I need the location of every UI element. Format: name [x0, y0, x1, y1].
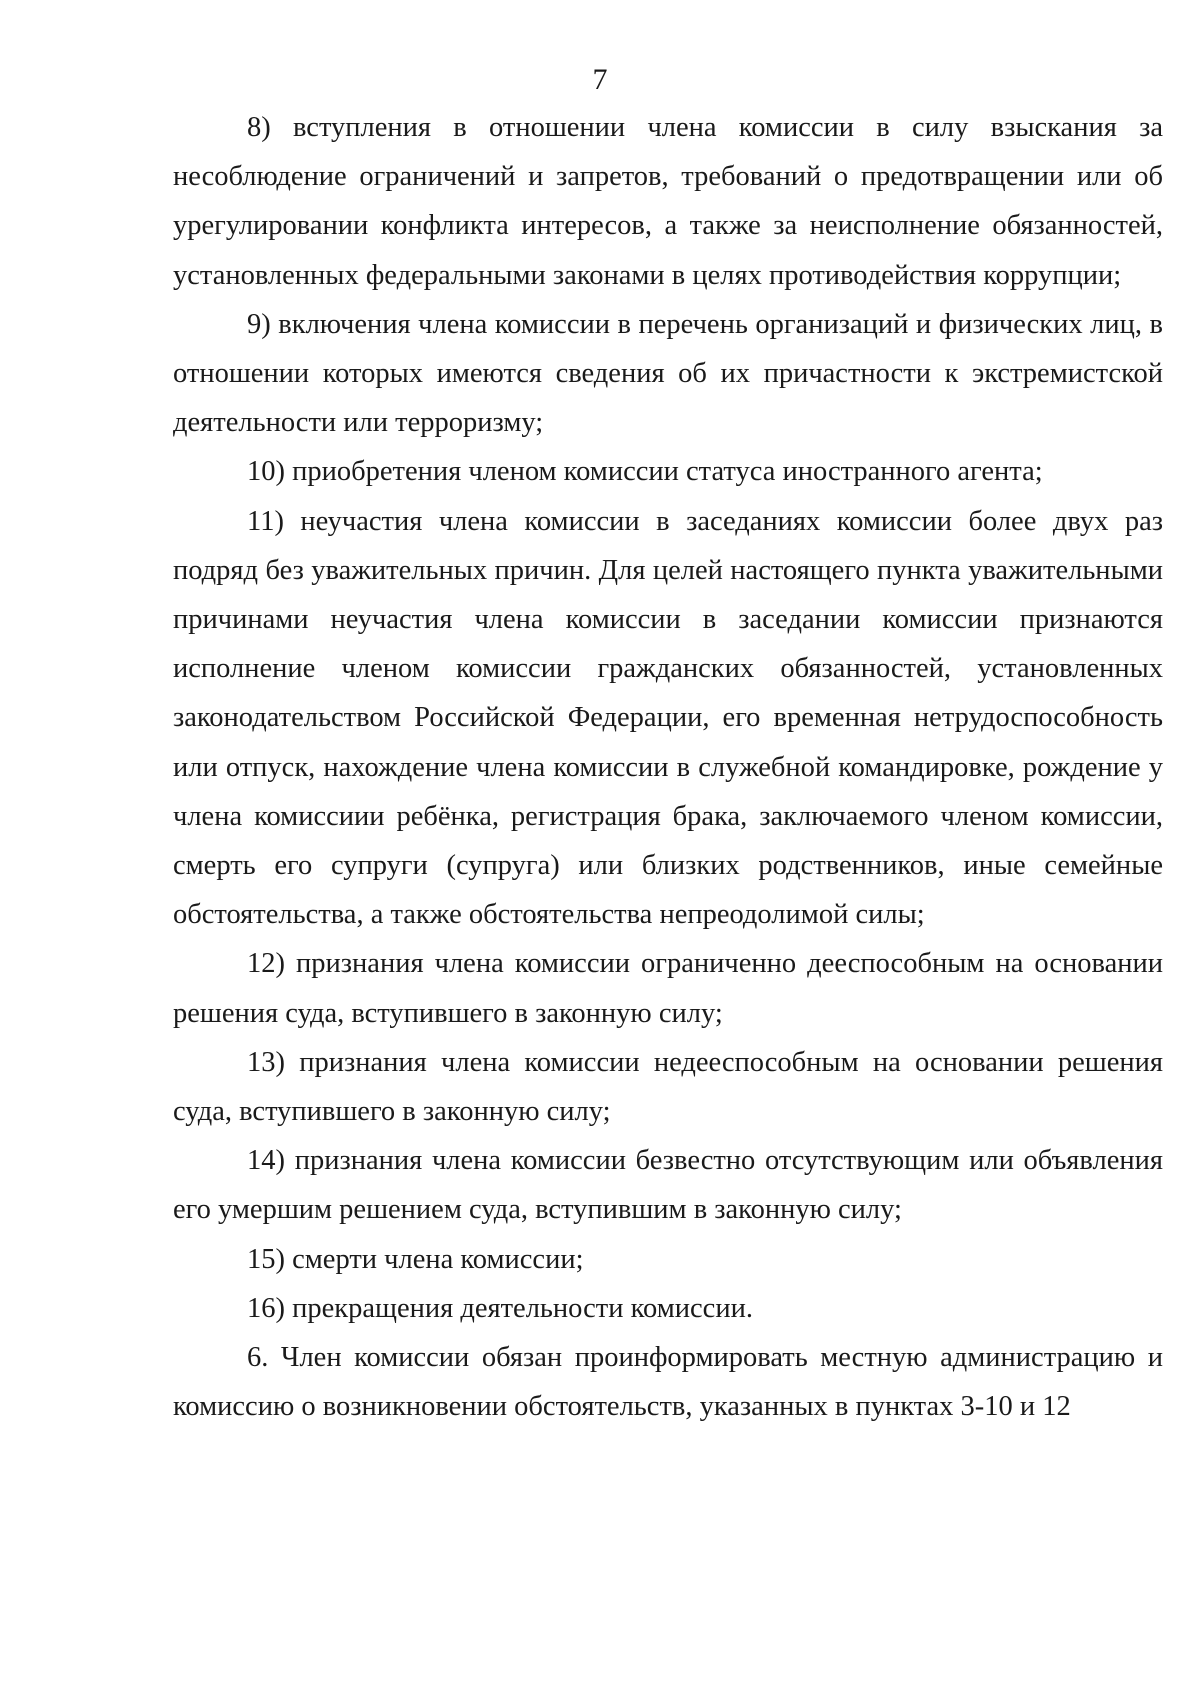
paragraph-item-16: 16) прекращения деятельности комиссии.: [247, 1292, 753, 1324]
paragraph-item-13: 13) признания члена комиссии недееспособным на основании решения суда, вступившего в законную силу;: [173, 1046, 1163, 1128]
paragraph-section-6: 6. Член комиссии обязан проинформировать местную администрацию и комиссию о возникновении обстоятельств, указанных в пунктах 3-10 и 12: [173, 1342, 1163, 1423]
paragraph-item-10: 10) приобретения членом комиссии статуса иностранного агента;: [247, 456, 1043, 488]
paragraph-item-14: 14) признания члена комиссии безвестно отсутствующим или объявления его умершим решением суда, вступившим в законную силу;: [173, 1145, 1163, 1226]
paragraph-item-15: 15) смерти члена комиссии;: [247, 1243, 584, 1275]
paragraph-item-11: 11) неучастия члена комиссии в заседаниях комиссии более двух раз подряд без уважительных причин. Для целей настоящего пункта уважительными причинами неучастия члена комиссии в заседании комиссии признаются исполнение членом комиссии гражданских обязанностей, установленных законодательством Российской Федерации, его временная нетрудоспособность или отпуск, нахождение члена комиссии в служебной командировке, рождение у члена комиссиии ребёнка, регистрация брака, заключаемого членом комиссии, смерть его супруги (супруга) или близких родственников, иные семейные обстоятельства, а также обстоятельства непреодолимой силы;: [173, 505, 1163, 931]
page-number: 7: [592, 63, 608, 96]
paragraph-item-12: 12) признания члена комиссии ограниченно дееспособным на основании решения суда, вступившего в законную силу;: [173, 948, 1163, 1029]
document-body: [173, 103, 1163, 1431]
paragraph-item-8: 8) вступления в отношении члена комиссии в силу взыскания за несоблюдение ограничений и запретов, требований о предотвращении или об урегулировании конфликта интересов, а также за неисполнение обязанностей, установленных федеральными законами в целях противодействия коррупции;: [173, 112, 1163, 291]
paragraph-item-9: 9) включения члена комиссии в перечень организаций и физических лиц, в отношении которых имеются сведения об их причастности к экстремистской деятельности или терроризму;: [173, 308, 1163, 439]
